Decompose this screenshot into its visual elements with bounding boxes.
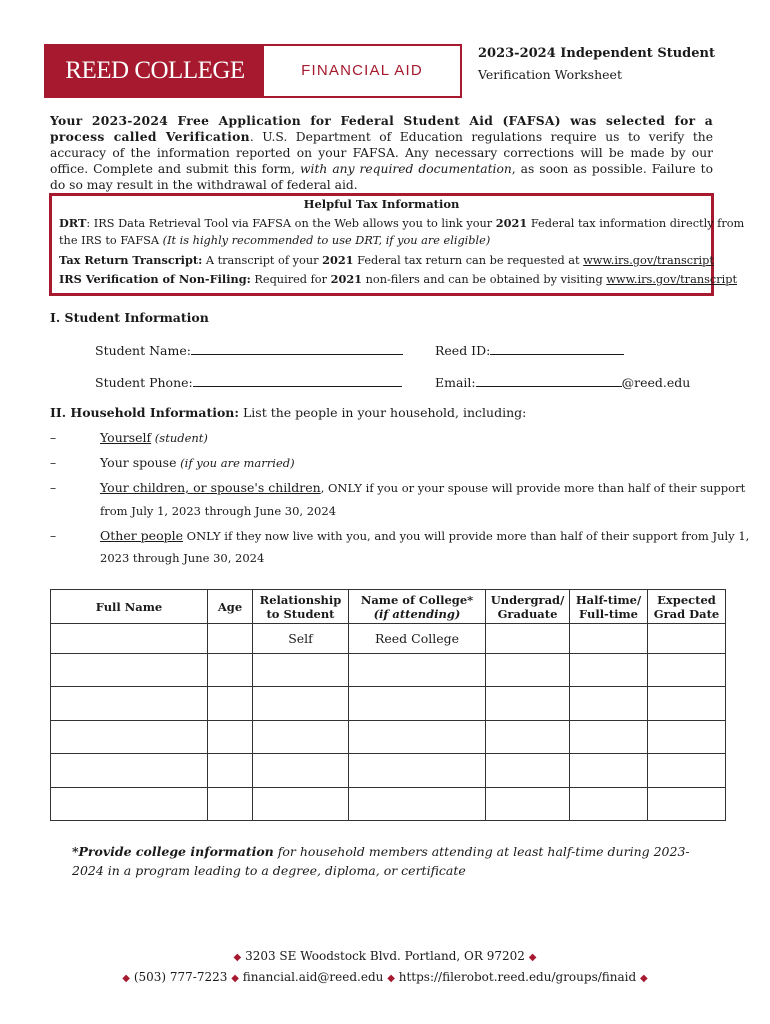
- list-item-continued: [50, 551, 264, 565]
- list-dash: –: [50, 481, 57, 495]
- col-grad-date: [648, 590, 726, 624]
- list-item-title: Yourself: [100, 430, 152, 445]
- drt-text: : IRS Data Retrieval Tool via FAFSA on the Web allows you to link your: [86, 217, 496, 230]
- transcript-link[interactable]: www.irs.gov/transcript: [583, 254, 714, 267]
- cell[interactable]: [349, 787, 486, 820]
- nonfiling-line: [59, 272, 737, 286]
- footer-contact-line: [0, 970, 770, 984]
- student-phone-label: Student Phone:: [95, 375, 193, 390]
- nonfiling-label: IRS Verification of Non-Filing:: [59, 272, 251, 286]
- form-subtitle: Verification Worksheet: [478, 67, 622, 82]
- col-enrollment: [570, 590, 648, 624]
- diamond-icon: ◆: [122, 973, 130, 984]
- footer-address: 3203 SE Woodstock Blvd. Portland, OR 97202: [245, 949, 525, 963]
- table-row: [51, 687, 726, 720]
- household-table: [50, 589, 726, 821]
- header-age: Age: [217, 599, 243, 614]
- household-heading-line: [50, 405, 526, 420]
- nonfiling-year: 2021: [330, 272, 363, 286]
- intro-italic: with any required documentation: [300, 162, 512, 176]
- header-enrollment: Half-time/: [575, 592, 642, 607]
- list-item-title: Your spouse: [100, 455, 177, 470]
- college-logo: REED COLLEGE: [46, 46, 264, 96]
- intro-text: . U.S. Department of Education regulations require us to verify the accuracy of the information reported on your FAFSA. Any necessary corrections will be made by our office. Complete and submit this form,: [50, 130, 713, 176]
- household-intro: List the people in your household, including:: [239, 405, 527, 420]
- cell[interactable]: [486, 787, 570, 820]
- cell[interactable]: [570, 720, 648, 753]
- transcript-label: Tax Return Transcript:: [59, 253, 203, 267]
- drt-line: [59, 216, 744, 230]
- note-bold: *Provide college information: [72, 844, 274, 859]
- cell[interactable]: [648, 687, 726, 720]
- list-item-text: ONLY if they now live with you, and you will provide more than half of their support from July 1,: [183, 529, 750, 543]
- col-level: [486, 590, 570, 624]
- list-item-title: Your children, or spouse's children: [100, 480, 321, 495]
- header-level-2: Graduate: [497, 606, 558, 621]
- cell[interactable]: [486, 687, 570, 720]
- nonfiling-link[interactable]: www.irs.gov/transcript: [606, 273, 738, 286]
- nonfiling-text: Required for: [250, 273, 331, 286]
- cell[interactable]: [253, 787, 349, 820]
- cell[interactable]: [51, 624, 208, 654]
- student-phone-field: [95, 374, 402, 390]
- cell[interactable]: [570, 687, 648, 720]
- email-field: [435, 374, 690, 390]
- list-item-text-cont: 2023 through June 30, 2024: [100, 551, 265, 565]
- email-label: Email:: [435, 375, 476, 390]
- department-name: FINANCIAL AID: [301, 62, 423, 79]
- reed-id-label: Reed ID:: [435, 343, 491, 358]
- table-row: [51, 787, 726, 820]
- intro-paragraph: [50, 113, 713, 193]
- student-info-heading: I. Student Information: [50, 310, 209, 325]
- list-dash: –: [50, 431, 57, 445]
- cell[interactable]: [253, 754, 349, 787]
- header-grad: Expected: [657, 592, 716, 607]
- intro-end: , as soon as possible. Failure to do so may result in the withdrawal of federal aid.: [50, 162, 714, 192]
- cell[interactable]: [51, 654, 208, 687]
- diamond-icon: ◆: [528, 952, 537, 963]
- header-relationship-2: to Student: [266, 606, 335, 621]
- cell[interactable]: [208, 720, 253, 753]
- cell[interactable]: [51, 687, 208, 720]
- cell[interactable]: [570, 624, 648, 654]
- table-row: [51, 754, 726, 787]
- footer-address-line: [0, 949, 770, 963]
- list-dash: –: [50, 456, 57, 470]
- cell[interactable]: [648, 720, 726, 753]
- transcript-year: 2021: [322, 253, 354, 267]
- reed-id-field: [435, 342, 624, 358]
- list-item-note: (if you are married): [176, 456, 295, 470]
- cell[interactable]: [253, 720, 349, 753]
- household-heading: II. Household Information:: [50, 405, 240, 420]
- footer-phone: (503) 777-7223: [133, 970, 228, 984]
- header-college: Name of College*: [360, 592, 474, 607]
- table-row: [51, 720, 726, 753]
- col-college: [349, 590, 486, 624]
- transcript-line: [59, 253, 714, 267]
- list-item-text: , ONLY if you or your spouse will provide more than half of their support: [320, 481, 746, 495]
- table-header-row: [51, 590, 726, 624]
- student-phone-input[interactable]: [193, 374, 402, 387]
- header-grad-2: Grad Date: [653, 606, 720, 621]
- cell[interactable]: [208, 624, 253, 654]
- nonfiling-text-2: non-filers and can be obtained by visiting: [362, 273, 607, 286]
- cell[interactable]: [486, 624, 570, 654]
- cell[interactable]: [208, 687, 253, 720]
- list-item: [50, 455, 295, 470]
- cell[interactable]: [349, 754, 486, 787]
- table-row: [51, 624, 726, 654]
- header-level: Undergrad/: [490, 592, 565, 607]
- student-name-input[interactable]: [191, 342, 403, 355]
- cell[interactable]: [208, 787, 253, 820]
- drt-year: 2021: [495, 216, 528, 230]
- cell[interactable]: [486, 720, 570, 753]
- table-row: [51, 654, 726, 687]
- drt-line-2: [59, 234, 490, 247]
- cell[interactable]: [349, 654, 486, 687]
- list-item-continued: [50, 504, 336, 518]
- intro-bold: Your 2023-2024 Free Application for Federal Student Aid (FAFSA) was selected for a process called Verification: [50, 113, 713, 144]
- form-title: 2023-2024 Independent Student: [478, 46, 715, 61]
- transcript-text-2: Federal tax return can be requested at: [353, 254, 584, 267]
- diamond-icon: ◆: [640, 973, 648, 984]
- list-dash: –: [50, 529, 57, 543]
- drt-text-3: the IRS to FAFSA: [59, 234, 163, 247]
- footer-url[interactable]: https://filerobot.reed.edu/groups/finaid: [398, 970, 637, 984]
- diamond-icon: ◆: [387, 973, 395, 984]
- col-age: [208, 590, 253, 624]
- cell[interactable]: [349, 687, 486, 720]
- list-item: [50, 480, 745, 495]
- cell[interactable]: [648, 624, 726, 654]
- cell[interactable]: [208, 654, 253, 687]
- cell-relationship: Self: [253, 624, 349, 654]
- diamond-icon: ◆: [233, 952, 242, 963]
- col-full-name: [51, 590, 208, 624]
- header-full-name: Full Name: [95, 599, 163, 614]
- cell[interactable]: [51, 720, 208, 753]
- cell[interactable]: [253, 687, 349, 720]
- list-item: [50, 528, 749, 543]
- cell[interactable]: [570, 754, 648, 787]
- header-relationship: Relationship: [259, 592, 342, 607]
- reed-id-input[interactable]: [490, 342, 624, 355]
- note-text: for household members attending at least half-time during 2023-2024 in a program leading to a degree, diploma, or certificate: [72, 844, 690, 878]
- cell[interactable]: [648, 754, 726, 787]
- student-name-label: Student Name:: [95, 343, 191, 358]
- student-name-field: [95, 342, 403, 358]
- diamond-icon: ◆: [231, 973, 239, 984]
- cell[interactable]: [570, 787, 648, 820]
- college-info-note: [72, 842, 712, 880]
- cell[interactable]: [486, 754, 570, 787]
- cell[interactable]: [486, 654, 570, 687]
- list-item-note: (student): [151, 431, 208, 445]
- cell[interactable]: [349, 720, 486, 753]
- cell-college: Reed College: [349, 624, 486, 654]
- email-input[interactable]: [476, 374, 622, 387]
- col-relationship: [253, 590, 349, 624]
- drt-recommendation: (It is highly recommended to use DRT, if you are eligible): [162, 234, 491, 247]
- footer-email[interactable]: financial.aid@reed.edu: [242, 970, 384, 984]
- header-college-2: (if attending): [373, 606, 461, 621]
- cell[interactable]: [570, 654, 648, 687]
- cell[interactable]: [51, 787, 208, 820]
- transcript-text: A transcript of your: [202, 254, 323, 267]
- cell[interactable]: [648, 654, 726, 687]
- cell[interactable]: [253, 654, 349, 687]
- cell[interactable]: [648, 787, 726, 820]
- list-item: [50, 430, 208, 445]
- cell[interactable]: [208, 754, 253, 787]
- email-suffix: @reed.edu: [621, 375, 691, 390]
- header-enrollment-2: Full-time: [579, 606, 638, 621]
- drt-label: DRT: [59, 216, 87, 230]
- tax-info-title: Helpful Tax Information: [303, 197, 460, 211]
- list-item-title: Other people: [100, 528, 183, 543]
- drt-text-2: Federal tax information directly from: [527, 217, 745, 230]
- list-item-text-cont: from July 1, 2023 through June 30, 2024: [100, 504, 337, 518]
- cell[interactable]: [51, 754, 208, 787]
